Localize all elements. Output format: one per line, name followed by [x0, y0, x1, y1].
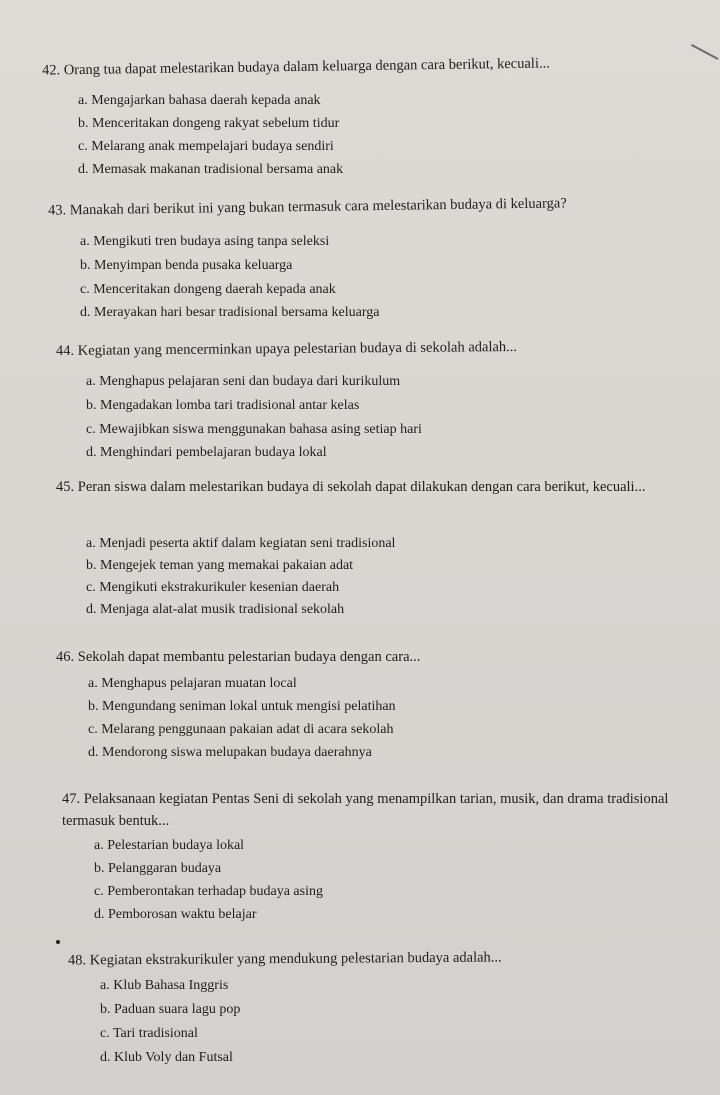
option-c: c. Tari tradisional — [100, 1026, 198, 1041]
option-b: b. Mengundang seniman lokal untuk mengisi pelatihan — [88, 699, 396, 714]
option-b: b. Mengejek teman yang memakai pakaian adat — [86, 558, 354, 573]
option-d: d. Merayakan hari besar tradisional bersama keluarga — [80, 305, 380, 320]
option-d: d. Menjaga alat-alat musik tradisional sekolah — [86, 602, 345, 617]
option-a: a. Klub Bahasa Inggris — [100, 978, 229, 993]
option-c: c. Melarang penggunaan pakaian adat di acara sekolah — [88, 722, 394, 737]
question-text: 48. Kegiatan ekstrakurikuler yang mendukung pelestarian budaya adalah... — [67, 949, 502, 969]
option-b: b. Paduan suara lagu pop — [100, 1002, 241, 1017]
question-text: 46. Sekolah dapat membantu pelestarian budaya dengan cara... — [56, 649, 421, 665]
question-text: 42. Orang tua dapat melestarikan budaya dalam keluarga dengan cara berikut, kecuali... — [41, 55, 550, 79]
option-a: a. Pelestarian budaya lokal — [94, 838, 245, 853]
option-d: d. Mendorong siswa melupakan budaya daerahnya — [88, 745, 372, 760]
option-c: c. Melarang anak mempelajari budaya sendiri — [78, 139, 334, 154]
option-d: d. Pemborosan waktu belajar — [94, 907, 257, 922]
option-a: a. Menghapus pelajaran muatan local — [88, 676, 297, 691]
option-c: c. Pemberontakan terhadap budaya asing — [94, 884, 323, 899]
option-a: a. Mengajarkan bahasa daerah kepada anak — [78, 93, 321, 108]
option-a: a. Menjadi peserta aktif dalam kegiatan seni tradisional — [86, 536, 396, 551]
option-b: b. Pelanggaran budaya — [94, 861, 222, 876]
option-a: a. Menghapus pelajaran seni dan budaya dari kurikulum — [86, 374, 401, 389]
stray-dot — [56, 940, 60, 944]
option-c: c. Menceritakan dongeng daerah kepada anak — [80, 282, 336, 297]
option-b: b. Menceritakan dongeng rakyat sebelum tidur — [78, 116, 340, 131]
option-b: b. Mengadakan lomba tari tradisional antar kelas — [86, 398, 360, 413]
pen-mark — [684, 44, 719, 74]
option-d: d. Klub Voly dan Futsal — [100, 1050, 233, 1065]
question-text: 45. Peran siswa dalam melestarikan budaya di sekolah dapat dilakukan dengan cara berikut, kecuali... — [56, 479, 646, 495]
question-text: 43. Manakah dari berikut ini yang bukan termasuk cara melestarikan budaya di keluarga? — [47, 195, 567, 219]
option-b: b. Menyimpan benda pusaka keluarga — [80, 258, 293, 273]
question-text: 47. Pelaksanaan kegiatan Pentas Seni di sekolah yang menampilkan tarian, musik, dan drama tradisional termasuk bentuk... — [62, 791, 669, 829]
option-d: d. Memasak makanan tradisional bersama anak — [78, 162, 344, 177]
option-d: d. Menghindari pembelajaran budaya lokal — [86, 445, 327, 460]
option-c: c. Mewajibkan siswa menggunakan bahasa asing setiap hari — [86, 422, 422, 437]
question-text: 44. Kegiatan yang mencerminkan upaya pelestarian budaya di sekolah adalah... — [55, 338, 518, 360]
option-c: c. Mengikuti ekstrakurikuler kesenian daerah — [86, 580, 340, 595]
option-a: a. Mengikuti tren budaya asing tanpa seleksi — [80, 234, 330, 249]
